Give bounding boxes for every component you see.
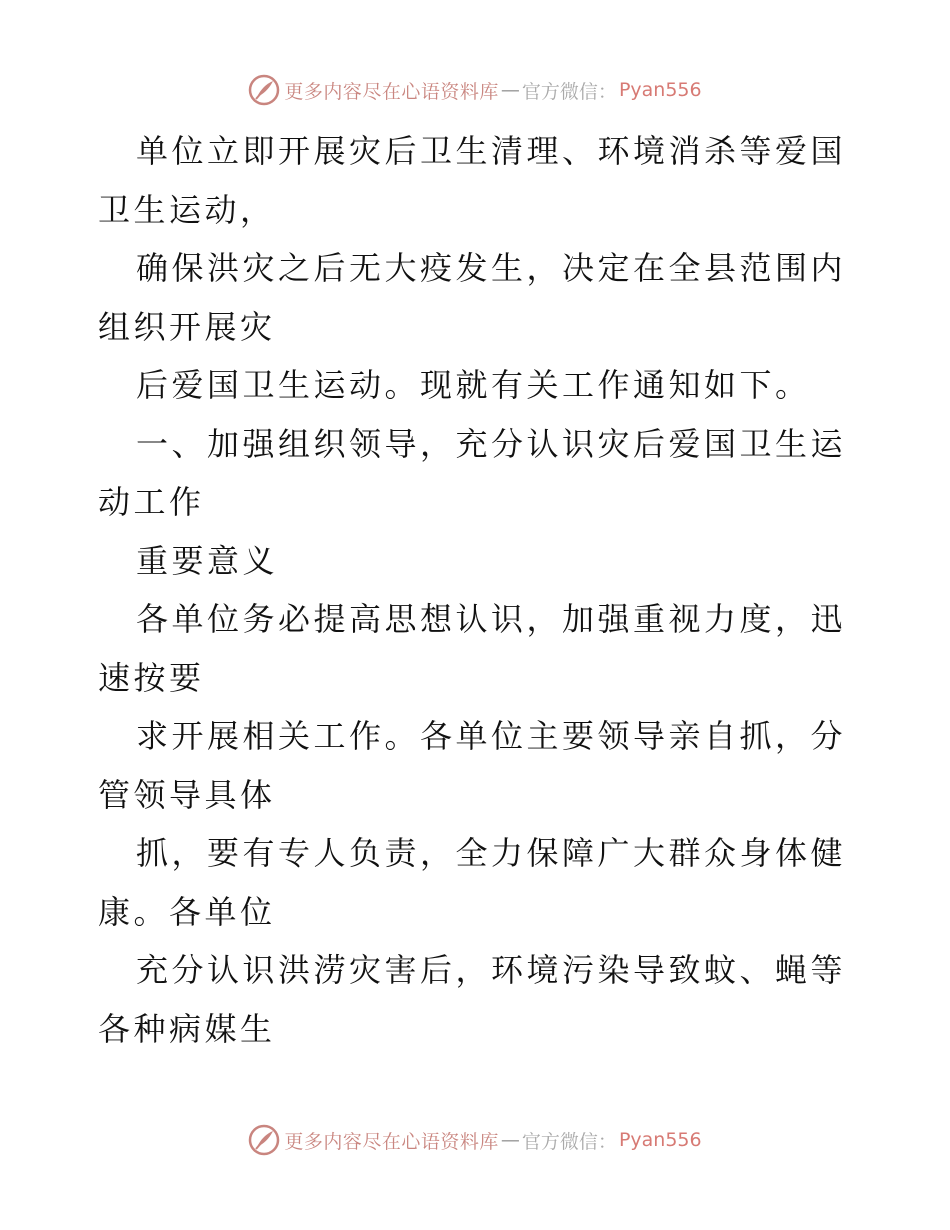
paragraph: 求开展相关工作。各单位主要领导亲自抓，分管领导具体 — [98, 717, 847, 814]
paragraph: 抓，要有专人负责，全力保障广大群众身体健康。各单位 — [98, 834, 847, 931]
watermark-wechat-id: Pyan556 — [618, 1129, 702, 1151]
paragraph: 各单位务必提高思想认识，加强重视力度，迅速按要 — [98, 600, 847, 697]
section-heading: 一、加强组织领导，充分认识灾后爱国卫生运动工作 — [98, 424, 847, 521]
watermark-site-text: 更多内容尽在心语资料库 — [284, 80, 499, 103]
watermark-separator: — — [500, 1129, 520, 1151]
feather-logo-icon — [248, 1124, 280, 1156]
watermark-wechat-id: Pyan556 — [618, 79, 702, 101]
watermark-site-text: 更多内容尽在心语资料库 — [284, 1130, 499, 1153]
document-body — [98, 122, 858, 1058]
paragraph: 确保洪灾之后无大疫发生，决定在全县范围内组织开展灾 — [98, 249, 847, 346]
paragraph: 充分认识洪涝灾害后，环境污染导致蚊、蝇等各种病媒生 — [98, 951, 847, 1048]
watermark-official-label: 官方微信： — [521, 80, 617, 103]
watermark-official-label: 官方微信： — [521, 1130, 617, 1153]
footer-watermark — [0, 1122, 950, 1158]
feather-logo-icon — [248, 74, 280, 106]
header-watermark — [0, 72, 950, 108]
paragraph: 单位立即开展灾后卫生清理、环境消杀等爱国卫生运动， — [98, 132, 847, 229]
watermark-separator: — — [500, 79, 520, 101]
paragraph: 重要意义 — [136, 541, 279, 580]
paragraph: 后爱国卫生运动。现就有关工作通知如下。 — [136, 366, 811, 404]
